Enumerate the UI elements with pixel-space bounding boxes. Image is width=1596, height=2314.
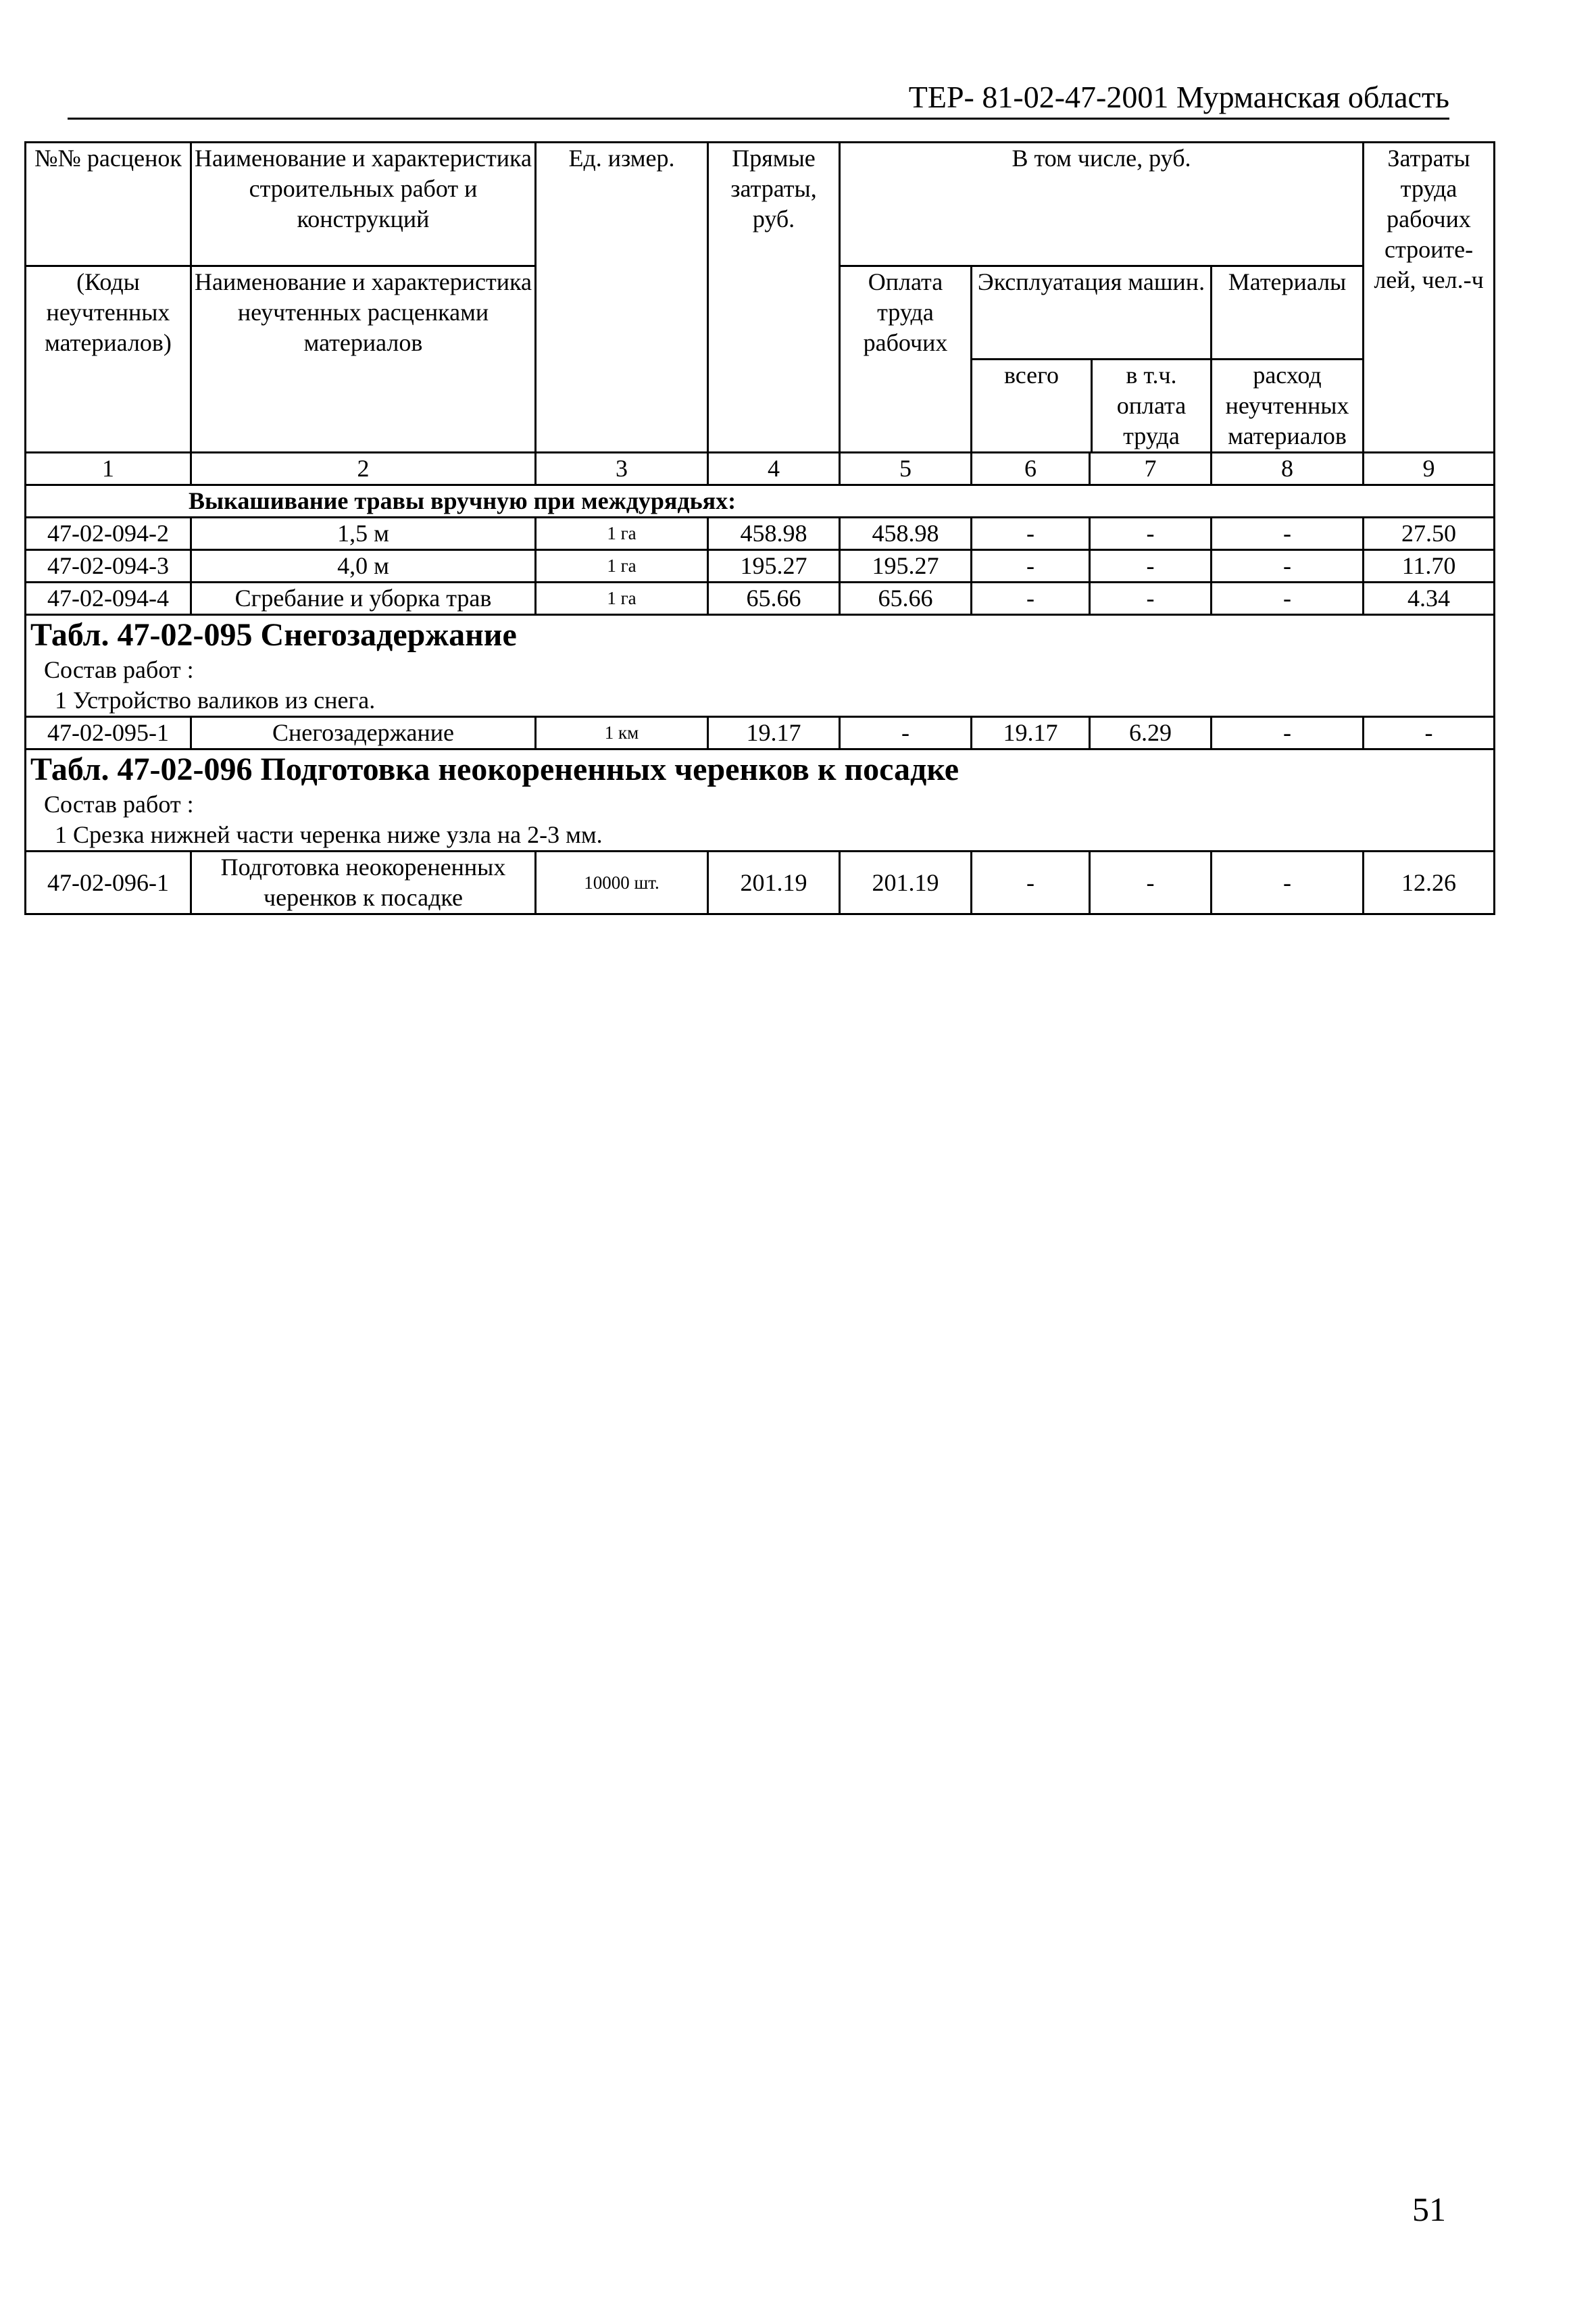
rate-pay: 458.98 (840, 518, 972, 550)
rate-labor: 11.70 (1364, 550, 1495, 583)
materials-group (1212, 266, 1364, 453)
rate-pay: 195.27 (840, 550, 972, 583)
rate-code: 47-02-095-1 (26, 717, 191, 749)
table-row (26, 518, 1495, 550)
section-title-row (26, 485, 1495, 518)
machines-group (972, 266, 1212, 453)
col-name-title: Наименование и характеристика строительных работ и конструкций (191, 143, 536, 266)
col-materials-usage: расход неучтенных материалов (1225, 362, 1349, 449)
rate-machines: - (972, 550, 1090, 583)
rate-pay: 65.66 (840, 583, 972, 615)
table-row (26, 583, 1495, 615)
rates-table (24, 141, 1495, 915)
table-095-header (26, 615, 1495, 717)
table-095-title: Табл. 47-02-095 Снегозадержание (30, 617, 517, 653)
table-row (26, 717, 1495, 749)
rate-direct: 195.27 (708, 550, 840, 583)
col-number: 7 (1090, 453, 1212, 485)
rate-name: Подготовка неокорененных черенков к посадке (191, 852, 536, 914)
table-row (26, 550, 1495, 583)
col-number: 9 (1364, 453, 1495, 485)
rate-machines: 19.17 (972, 717, 1090, 749)
rate-machines-pay: - (1090, 583, 1212, 615)
col-machines-pay: в т.ч. оплата труда (1116, 362, 1187, 449)
rate-machines: - (972, 518, 1090, 550)
rate-pay: 201.19 (840, 852, 972, 914)
rate-code: 47-02-094-2 (26, 518, 191, 550)
rate-machines-pay: - (1090, 550, 1212, 583)
column-numbers-row (26, 453, 1495, 485)
rate-labor: 4.34 (1364, 583, 1495, 615)
rate-machines-pay: 6.29 (1090, 717, 1212, 749)
rate-name: Сгребание и уборка трав (191, 583, 536, 615)
rate-unit: 10000 шт. (536, 852, 708, 914)
work-item: 1 Устройство валиков из снега. (55, 687, 376, 714)
col-number: 3 (536, 453, 708, 485)
col-number: 6 (972, 453, 1090, 485)
rate-labor: 27.50 (1364, 518, 1495, 550)
work-item: 1 Срезка нижней части черенка ниже узла на 2-3 мм. (55, 821, 603, 848)
page-header (68, 77, 1449, 120)
table-096-block (26, 749, 1495, 852)
rate-unit: 1 га (536, 583, 708, 615)
rate-pay: - (840, 717, 972, 749)
col-unit-title: Ед. измер. (536, 143, 708, 453)
rate-name: 4,0 м (191, 550, 536, 583)
work-label: Состав работ : (44, 656, 194, 683)
col-number: 5 (840, 453, 972, 485)
rate-materials: - (1212, 550, 1364, 583)
col-number: 2 (191, 453, 536, 485)
rate-direct: 65.66 (708, 583, 840, 615)
table-row (26, 852, 1495, 914)
col-machines-title: Эксплуатация машин. (972, 267, 1210, 360)
col-mat-name-title: Наименование и характеристика неучтенных расценками материалов (191, 266, 536, 453)
table-096-header (26, 749, 1495, 852)
col-number: 8 (1212, 453, 1364, 485)
table-095-block (26, 615, 1495, 717)
col-number: 4 (708, 453, 840, 485)
col-labor-pay-title: Оплата труда рабочих (840, 266, 972, 453)
rate-unit: 1 км (536, 717, 708, 749)
rate-name: 1,5 м (191, 518, 536, 550)
rate-code: 47-02-094-4 (26, 583, 191, 615)
rate-code: 47-02-094-3 (26, 550, 191, 583)
col-labor-cost-title: Затраты труда рабочих строите-лей, чел.-ч (1364, 143, 1495, 453)
rate-materials: - (1212, 852, 1364, 914)
rate-labor: 12.26 (1364, 852, 1495, 914)
rate-labor: - (1364, 717, 1495, 749)
rate-unit: 1 га (536, 550, 708, 583)
page-number: 51 (1412, 2190, 1446, 2228)
rate-code: 47-02-096-1 (26, 852, 191, 914)
col-machines-total: всего (972, 360, 1093, 451)
rate-direct: 19.17 (708, 717, 840, 749)
rate-machines-pay: - (1090, 518, 1212, 550)
header-row-1 (26, 143, 1495, 266)
rate-machines-pay: - (1090, 852, 1212, 914)
col-code-title: №№ расценок (26, 143, 191, 266)
rate-materials: - (1212, 518, 1364, 550)
col-number: 1 (26, 453, 191, 485)
rate-machines: - (972, 583, 1090, 615)
table-096-title: Табл. 47-02-096 Подготовка неокорененных черенков к посадке (30, 752, 959, 787)
rate-materials: - (1212, 717, 1364, 749)
col-materials-title: Материалы (1212, 267, 1362, 360)
rate-direct: 458.98 (708, 518, 840, 550)
rate-machines: - (972, 852, 1090, 914)
header-title: ТЕР- 81-02-47-2001 Мурманская область (908, 80, 1449, 114)
rate-direct: 201.19 (708, 852, 840, 914)
col-mat-codes-title: (Коды неучтенных материалов) (26, 266, 191, 453)
rate-name: Снегозадержание (191, 717, 536, 749)
rate-unit: 1 га (536, 518, 708, 550)
work-label: Состав работ : (44, 791, 194, 818)
rate-materials: - (1212, 583, 1364, 615)
col-direct-title: Прямые затраты, руб. (708, 143, 840, 453)
col-incl-title: В том числе, руб. (840, 143, 1364, 266)
section-title: Выкашивание травы вручную при междурядьях: (26, 485, 1495, 518)
